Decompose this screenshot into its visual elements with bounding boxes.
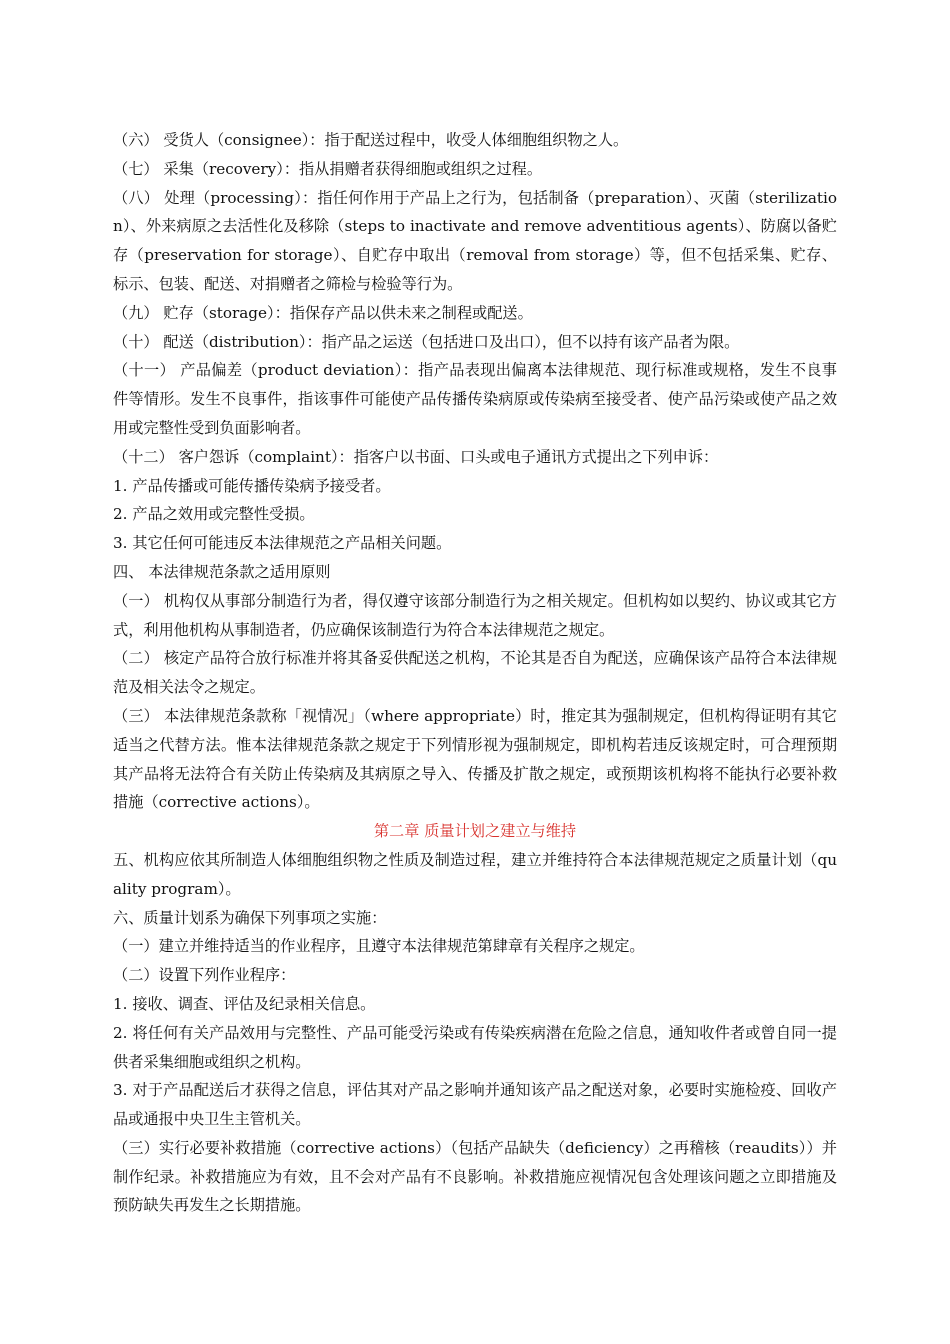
paragraph-definition-6: （六） 受货人（consignee）：指于配送过程中，收受人体细胞组织物之人。 bbox=[113, 131, 629, 149]
paragraph-principle-3: （三） 本法律规范条款称「视情况」（where appropriate）时，推定其为强制规定，但机构得证明有其它适当之代替方法。惟本法律规范条款之规定于下列情形视为强制规定，即机构若违反该规定时，可合理预期其产品将无法符合有关防止传染病及其病原之导入、传播及扩散之规定，或预期该机构将不能执行必要补救措施（corrective actions）。 bbox=[113, 706, 837, 812]
paragraph-definition-9: （九） 贮存（storage）：指保存产品以供未来之制程或配送。 bbox=[113, 303, 533, 322]
list-item: 2. 产品之效用或完整性受损。 bbox=[113, 505, 315, 524]
paragraph-item-1: （一）建立并维持适当的作业程序，且遵守本法律规范第肆章有关程序之规定。 bbox=[113, 937, 645, 956]
list-item: 3. 对于产品配送后才获得之信息，评估其对产品之影响并通知该产品之配送对象，必要时实施检疫、回收产品或通报中央卫生主管机关。 bbox=[113, 1081, 837, 1129]
paragraph-item-2: （二）设置下列作业程序： bbox=[113, 966, 296, 985]
section-title-4: 四、 本法律规范条款之适用原则 bbox=[113, 562, 331, 581]
list-item: 3. 其它任何可能违反本法律规范之产品相关问题。 bbox=[113, 534, 452, 553]
paragraph-principle-1: （一） 机构仅从事部分制造行为者，得仅遵守该部分制造行为之相关规定。但机构如以契约、协议或其它方式，利用他机构从事制造者，仍应确保该制造行为符合本法律规范之规定。 bbox=[113, 591, 837, 639]
paragraph-definition-7: （七） 采集（recovery）：指从捐赠者获得细胞或组织之过程。 bbox=[113, 159, 543, 178]
paragraph-definition-8: （八） 处理（processing）：指任何作用于产品上之行为，包括制备（preparation）、灭菌（sterilization）、外来病原之去活性化及移除（steps to inactivate and remove adventitious agents）、防腐以备贮存（preservation for storage）、自贮存中取出（removal from storage）等，但不包括采集、贮存、标示、包装、配送、对捐赠者之筛检与检验等行为。 bbox=[113, 188, 837, 293]
paragraph-article-5: 五、机构应依其所制造人体细胞组织物之性质及制造过程，建立并维持符合本法律规范规定之质量计划（quality program）。 bbox=[113, 850, 837, 898]
list-item: 2. 将任何有关产品效用与完整性、产品可能受污染或有传染疾病潜在危险之信息，通知收件者或曾自同一提供者采集细胞或组织之机构。 bbox=[113, 1023, 837, 1071]
list-item: 1. 产品传播或可能传播传染病予接受者。 bbox=[113, 476, 391, 495]
document-page bbox=[113, 126, 837, 1220]
paragraph-principle-2: （二） 核定产品符合放行标准并将其备妥供配送之机构，不论其是否自为配送，应确保该产品符合本法律规范及相关法令之规定。 bbox=[113, 649, 837, 697]
paragraph-definition-10: （十） 配送（distribution）：指产品之运送（包括进口及出口），但不以持有该产品者为限。 bbox=[113, 332, 740, 351]
paragraph-definition-11: （十一） 产品偏差（product deviation）：指产品表现出偏离本法律规范、现行标准或规格，发生不良事件等情形。发生不良事件，指该事件可能使产品传播传染病原或传染病至接受者、使产品污染或使产品之效用或完整性受到负面影响者。 bbox=[113, 361, 837, 437]
paragraph-item-3: （三）实行必要补救措施（corrective actions）（包括产品缺失（deficiency）之再稽核（reaudits））并制作纪录。补救措施应为有效，且不会对产品有不良影响。补救措施应视情况包含处理该问题之立即措施及预防缺失再发生之长期措施。 bbox=[113, 1138, 837, 1215]
list-item: 1. 接收、调查、评估及纪录相关信息。 bbox=[113, 994, 376, 1013]
chapter-heading: 第二章 质量计划之建立与维持 bbox=[373, 822, 577, 841]
paragraph-article-6: 六、质量计划系为确保下列事项之实施： bbox=[113, 908, 387, 927]
paragraph-definition-12: （十二） 客户怨诉（complaint）：指客户以书面、口头或电子通讯方式提出之下列申诉： bbox=[113, 447, 719, 466]
